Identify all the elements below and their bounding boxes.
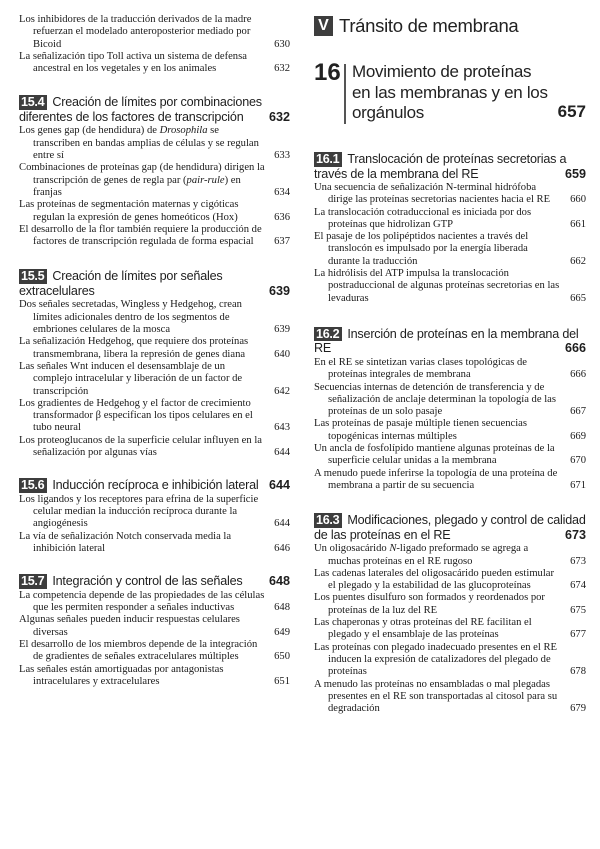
entry-page-number: 643: [274, 422, 290, 434]
section-block: [314, 327, 586, 492]
entry-page-number: 651: [274, 675, 290, 687]
entry-text: El desarrollo de la flor también requiere la producción de factores de transcripción regulada de forma espacial: [19, 223, 262, 248]
section-number-badge: 15.4: [19, 95, 47, 110]
entry-page-number: 633: [274, 150, 290, 162]
toc-entry: [314, 568, 586, 593]
section-title: Creación de límites por señales extracelulares: [19, 269, 223, 298]
part-title: Tránsito de membrana: [339, 15, 519, 36]
section-page-number: 648: [268, 574, 290, 589]
entry-text: El pasaje de los polipéptidos nacientes a través del translocón es impulsado por la energía liberada durante la traducción: [314, 231, 529, 267]
toc-entry: [314, 418, 586, 443]
section-number-badge: 15.7: [19, 574, 47, 589]
entry-page-number: 677: [570, 629, 586, 641]
section-number-badge: 16.3: [314, 513, 342, 528]
right-sections: [314, 152, 586, 715]
section-page-number: 666: [564, 341, 586, 356]
section-title: Inducción recíproca e inhibición lateral: [52, 478, 259, 493]
part-heading: [314, 14, 586, 38]
toc-entry: [314, 207, 586, 232]
chapter-number: 16: [314, 59, 341, 86]
entry-text: Las proteínas con plegado inadecuado presentes en el RE inducen la expresión de catalizadores del plegado de proteínas: [314, 641, 557, 678]
entry-page-number: 662: [570, 255, 586, 267]
entry-text: La señalización tipo Toll activa un sistema de defensa ancestral en los vegetales y en los animales: [19, 50, 247, 75]
entry-page-number: 675: [570, 604, 586, 616]
entry-page-number: 637: [274, 236, 290, 248]
entry-page-number: 667: [570, 406, 586, 418]
entry-page-number: 650: [274, 651, 290, 663]
entry-text: Los proteoglucanos de la superficie celular influyen en la señalización por algunas vías: [19, 434, 262, 459]
left-column: [19, 0, 290, 688]
entry-text: A menudo puede inferirse la topología de una proteína de membrana a partir de su secuencia: [314, 467, 558, 491]
toc-entry: [19, 199, 290, 224]
section-number-badge: 15.5: [19, 269, 47, 284]
toc-entry: [314, 679, 586, 716]
entry-text: La señalización Hedgehog, que requiere dos proteínas transmembrana, libera la represión de genes diana: [19, 336, 249, 360]
entry-text: Los genes gap (de hendidura) de: [19, 125, 160, 137]
section-number-badge: 15.6: [19, 478, 47, 493]
entry-text: La vía de señalización Notch conservada media la inhibición lateral: [19, 530, 232, 554]
entry-text: Los ligandos y los receptores para efrina de la superficie celular median la inducción recíproca durante la angiogénesis: [19, 493, 259, 530]
entry-text: La translocación cotraduccional es iniciada por dos proteínas que hidrolizan GTP: [314, 206, 532, 230]
entry-text: N: [389, 543, 397, 555]
toc-entry: [19, 531, 290, 556]
section-page-number: 639: [268, 283, 290, 298]
entry-text: Las proteínas de pasaje múltiple tienen secuencias topogénicas internas múltiples: [314, 418, 527, 442]
entry-text: El desarrollo de los miembros depende de la integración de gradientes de señales extracelulares múltiples: [19, 638, 258, 663]
toc-entry: [314, 543, 586, 568]
entry-text: Algunas señales pueden inducir respuestas celulares diversas: [19, 614, 240, 638]
part-number-badge: V: [314, 16, 333, 36]
left-sections: [19, 95, 290, 688]
toc-entry: [314, 382, 586, 419]
section-heading: [314, 152, 586, 181]
toc-entry: [314, 617, 586, 642]
section-heading: [314, 327, 586, 356]
toc-entry: [19, 614, 290, 639]
toc-entry: [19, 664, 290, 689]
entry-page-number: 649: [274, 626, 290, 638]
entry-text: Los inhibidores de la traducción derivados de la madre refuerzan el modelado anteroposterior mediado por Bicoid: [19, 14, 252, 50]
entry-page-number: 661: [570, 218, 586, 230]
entry-text: Drosophila: [159, 125, 208, 137]
section-heading: [19, 574, 290, 589]
entry-page-number: 660: [570, 194, 586, 206]
section-number-badge: 16.2: [314, 327, 342, 342]
section-page-number: 632: [268, 109, 290, 124]
section-block: [314, 152, 586, 305]
toc-entry: [314, 642, 586, 679]
section-block: [314, 513, 586, 715]
toc-entry: [19, 639, 290, 664]
entry-text: La hidrólisis del ATP impulsa la translocación postraduccional de algunas proteínas secretorias en las levaduras: [314, 268, 560, 304]
section-page-number: 644: [268, 478, 290, 493]
toc-entry: [19, 336, 290, 361]
section-heading: [314, 513, 586, 542]
entry-page-number: 671: [570, 479, 586, 491]
entry-page-number: 665: [570, 292, 586, 304]
entry-text: Una secuencia de señalización N-terminal hidrófoba dirige las proteínas secretorias nacientes hacia el RE: [314, 182, 551, 206]
section-heading: [19, 95, 290, 124]
entry-text: Un ancla de fosfolípido mantiene algunas proteínas de la superficie celular unidas a la membrana: [314, 443, 555, 467]
entry-page-number: 646: [274, 543, 290, 554]
entry-text: Dos señales secretadas, Wingless y Hedgehog, crean límites adicionales dentro de los segmentos de embriones celulares de la mosca: [19, 299, 242, 336]
entry-text: Combinaciones de proteínas gap (de hendidura) dirigen la transcripción de genes de regla par (: [19, 162, 265, 186]
chapter-page: 657: [557, 102, 586, 121]
entry-text: pair-rule: [186, 174, 225, 186]
right-column: [314, 0, 586, 715]
entry-text: Las cadenas laterales del oligosacárido pueden estimular el plegado y la estabilidad de las glucoproteínas: [314, 567, 555, 592]
entry-page-number: 678: [570, 666, 586, 678]
section-heading: [19, 269, 290, 298]
section-block: [19, 95, 290, 248]
entry-page-number: 673: [570, 555, 586, 567]
section-title: Modificaciones, plegado y control de calidad de las proteínas en el RE: [314, 513, 586, 542]
toc-entry: [19, 299, 290, 336]
entry-page-number: 679: [570, 703, 586, 715]
toc-entry: [19, 125, 290, 162]
entry-text: Las señales Wnt inducen el desensamblaje de un complejo intracelular y liberación de un factor de transcripción: [19, 360, 243, 397]
section-page-number: 673: [564, 527, 586, 542]
toc-entry: [314, 592, 586, 617]
toc-entry: [19, 51, 290, 76]
toc-entry: [314, 231, 586, 268]
entry-page-number: 632: [274, 63, 290, 75]
entry-text: Las proteínas de segmentación maternas y cigóticas regulan la expresión de genes homeóticos (Hox): [19, 199, 239, 223]
entry-page-number: 674: [570, 580, 586, 592]
section-block: [19, 574, 290, 688]
entry-text: La competencia depende de las propiedades de las células que les permiten responder a señales inductivas: [19, 589, 265, 614]
section-title: Creación de límites por combinaciones diferentes de los factores de transcripción: [19, 95, 262, 124]
toc-entry: [19, 224, 290, 249]
section-page-number: 659: [564, 166, 586, 181]
toc-entry: [314, 443, 586, 468]
section-number-badge: 16.1: [314, 152, 342, 167]
toc-entry: [19, 14, 290, 51]
chapter-divider: [344, 64, 346, 124]
entry-text: Las señales están amortiguadas por antagonistas intracelulares y extracelulares: [19, 663, 224, 687]
entry-page-number: 648: [274, 602, 290, 614]
entry-page-number: 666: [570, 369, 586, 381]
entry-page-number: 640: [274, 348, 290, 360]
section-block: [19, 269, 290, 459]
toc-entry: [19, 494, 290, 531]
section-title: Integración y control de las señales: [52, 574, 243, 589]
entry-page-number: 644: [274, 518, 290, 530]
chapter-title: Movimiento de proteínas en las membranas y en los orgánulos: [352, 62, 548, 122]
toc-entry: [19, 398, 290, 435]
toc-entry: [314, 468, 586, 493]
entry-text: Las chaperonas y otras proteínas del RE facilitan el plegado y el ensamblaje de las proteínas: [314, 617, 532, 641]
carryover-entries: [19, 14, 290, 75]
entry-text: Secuencias internas de detención de transferencia y de señalización de anclaje determinan la topología de las proteínas de un solo pasaje: [314, 381, 556, 418]
entry-text: Un oligosacárido: [314, 543, 390, 555]
toc-entry: [314, 182, 586, 207]
entry-text: Los puentes disulfuro son formados y reordenados por proteínas de la luz del RE: [314, 592, 545, 616]
entry-page-number: 636: [274, 211, 290, 223]
entry-page-number: 642: [274, 385, 290, 397]
entry-text: ) en franjas: [33, 174, 241, 198]
entry-text: se transcriben en bandas amplias de células y se regulan entre sí: [33, 125, 259, 162]
toc-entry: [19, 162, 290, 199]
chapter-heading: [314, 60, 586, 126]
entry-text: A menudo las proteínas no ensambladas o mal plegadas presentes en el RE son transportadas al citosol para su degradación: [314, 678, 558, 715]
entry-text: En el RE se sintetizan varias clases topológicas de proteínas integrales de membrana: [314, 356, 527, 381]
toc-entry: [19, 435, 290, 460]
entry-page-number: 630: [274, 38, 290, 50]
entry-page-number: 669: [570, 430, 586, 442]
toc-entry: [19, 590, 290, 615]
toc-entry: [19, 361, 290, 398]
entry-page-number: 644: [274, 447, 290, 459]
section-block: [19, 478, 290, 555]
entry-page-number: 639: [274, 324, 290, 336]
entry-page-number: 670: [570, 455, 586, 467]
entry-text: -ligado preformado se agrega a muchas proteínas en el RE rugoso: [328, 543, 529, 567]
section-heading: [19, 478, 290, 493]
toc-entry: [314, 357, 586, 382]
toc-entry: [314, 268, 586, 305]
section-title: Inserción de proteínas en la membrana del RE: [314, 326, 579, 356]
entry-text: Los gradientes de Hedgehog y el factor de crecimiento transformador β especifican los tipos celulares en el tubo neural: [19, 397, 253, 434]
section-title: Translocación de proteínas secretorias a través de la membrana del RE: [314, 152, 567, 181]
entry-page-number: 634: [274, 186, 290, 198]
